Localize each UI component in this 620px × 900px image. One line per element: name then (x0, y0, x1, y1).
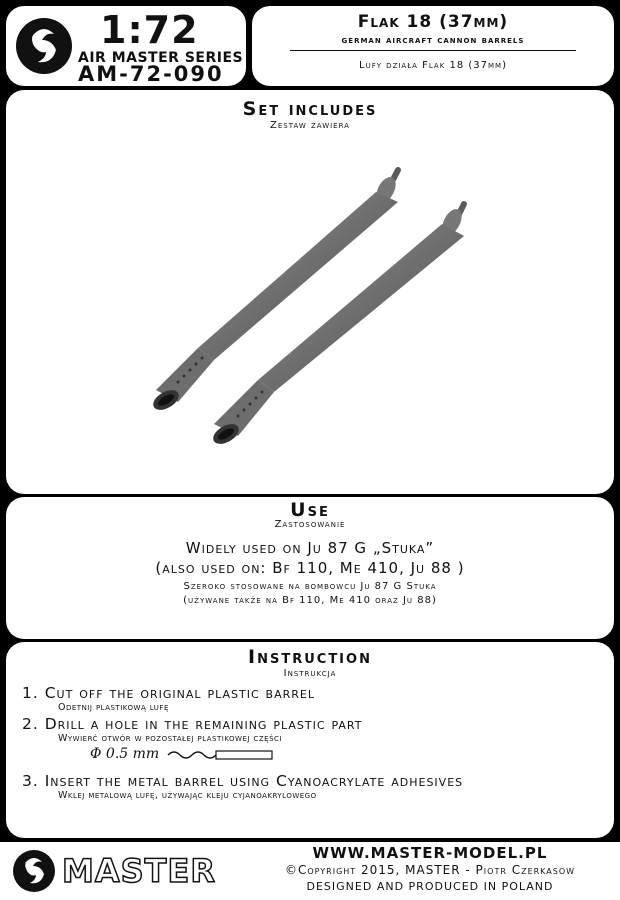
scale-label: 1:72 (100, 8, 199, 52)
made-in-text: DESIGNED AND PRODUCED IN POLAND (306, 880, 554, 893)
drill-size-label: Φ 0.5 mm (90, 746, 160, 762)
product-subtitle: german aircraft cannon barrels (341, 35, 525, 46)
series-name: AIR MASTER SERIES (78, 50, 244, 66)
website-link[interactable]: WWW.MASTER-MODEL.PL (312, 844, 548, 862)
instruction-panel (6, 642, 614, 838)
instruction-step-1: 1. Cut off the original plastic barrel (22, 684, 315, 702)
use-panel (6, 497, 614, 639)
drill-bit-icon (166, 748, 276, 762)
footer (0, 842, 620, 900)
product-code: AM-72-090 (78, 62, 224, 86)
instruction-step-2: 2. Drill a hole in the remaining plastic part (22, 715, 363, 733)
use-line-1-pl: Szeroko stosowane na bombowcu Ju 87 G Stuka (183, 581, 437, 592)
product-subtitle-pl: Lufy działa Flak 18 (37mm) (359, 60, 507, 71)
master-logo-icon (14, 10, 76, 82)
instruction-step-2-pl: Wywierć otwór w pozostałej plastikowej części (58, 733, 282, 744)
use-heading-pl: Zastosowanie (274, 519, 346, 530)
instruction-step-3: 3. Insert the metal barrel using Cyanoacrylate adhesives (22, 772, 464, 790)
product-title-box (252, 6, 614, 86)
instruction-step-1-pl: Odetnij plastikową lufę (58, 702, 169, 713)
barrels-illustration (6, 90, 614, 494)
series-logo-box (6, 6, 246, 86)
use-heading: Use (290, 499, 330, 521)
use-line-2: (also used on: Bf 110, Me 410, Ju 88 ) (155, 559, 465, 577)
set-includes-heading: Set includes (242, 98, 378, 120)
use-line-1: Widely used on Ju 87 G „Stuka” (185, 539, 435, 557)
use-line-2-pl: (używane także na Bf 110, Me 410 oraz Ju 88) (183, 595, 437, 606)
product-title: Flak 18 (37mm) (357, 12, 509, 32)
copyright-text: ©Copyright 2015, MASTER - Piotr Czerkasow (284, 863, 576, 877)
set-includes-heading-pl: Zestaw zawiera (270, 120, 350, 131)
brand-name: MASTER (62, 852, 216, 890)
set-includes-panel (6, 90, 614, 494)
title-divider (290, 50, 576, 51)
instruction-step-3-pl: Wklej metalową lufę, używając kleju cyjanoakrylowego (58, 790, 317, 801)
instruction-heading-pl: Instrukcja (283, 668, 337, 679)
instruction-heading: Instruction (248, 646, 372, 668)
master-footer-logo-icon (10, 846, 58, 896)
